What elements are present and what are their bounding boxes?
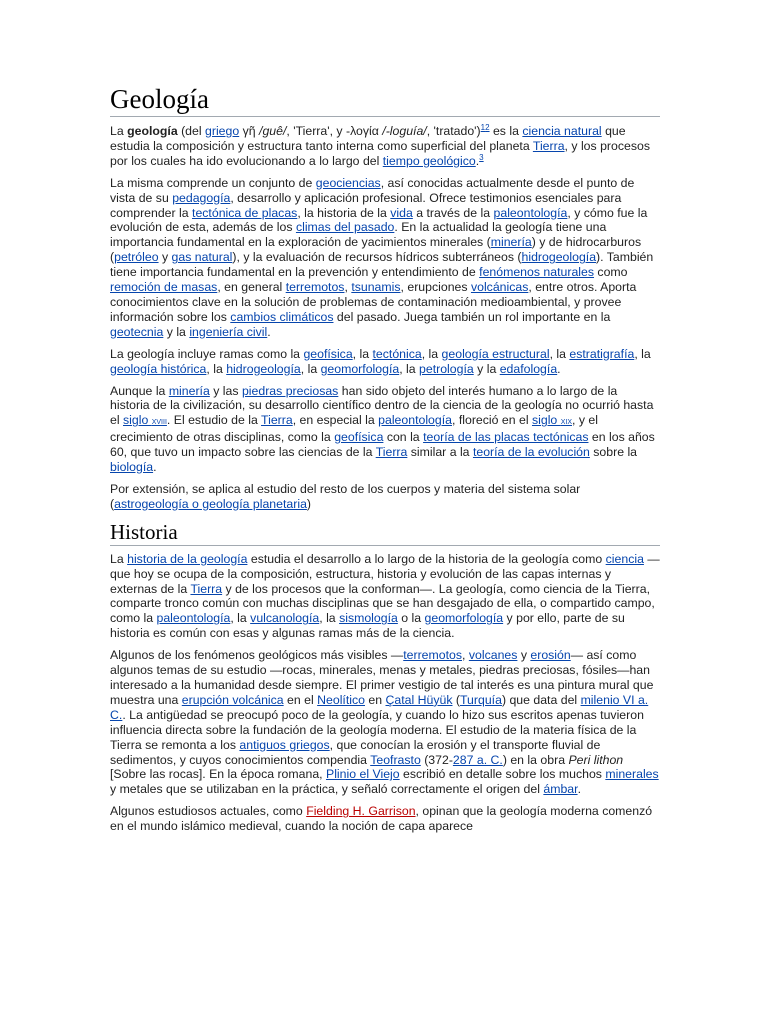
text: , floreció en el	[452, 413, 532, 428]
paragraph-fenomenos	[110, 648, 660, 797]
text: La misma comprende un conjunto de	[110, 175, 316, 190]
text: que estudia la composición y estructura tanto interna como superficial del planeta	[110, 124, 626, 153]
text: , erupciones	[400, 280, 471, 295]
text: ) que data del	[501, 692, 581, 707]
text: ,	[344, 280, 352, 295]
text: , la	[230, 611, 251, 626]
text: similar a la	[407, 445, 473, 460]
link-pedagogia[interactable]: pedagogía	[172, 190, 231, 205]
text: , la historia de la	[297, 205, 391, 220]
link-terremotos[interactable]: terremotos	[285, 280, 345, 295]
text: y de los procesos que la conforman—. La geología, como ciencia de la Tierra, comparte tronco común con muchas disciplinas que se han desgajado de ella, o compartido campo, como la	[110, 581, 655, 626]
link-geotecnia[interactable]: geotecnia	[110, 324, 164, 339]
link-petroleo[interactable]: petróleo	[114, 250, 159, 265]
link-neolitico[interactable]: Neolítico	[317, 692, 365, 707]
link-vida[interactable]: vida	[390, 205, 413, 220]
link-catal-huyuk[interactable]: Çatal Hüyük	[385, 692, 453, 707]
link-tierra[interactable]: Tierra	[190, 581, 223, 596]
text: , la	[300, 361, 321, 376]
link-tectonica-de-placas[interactable]: tectónica de placas	[192, 205, 298, 220]
paragraph-ramas	[110, 347, 660, 377]
link-erosion[interactable]: erosión	[530, 648, 571, 663]
text: o la	[397, 611, 425, 626]
text: en los años 60, que tuvo un impacto sobre las ciencias de la	[110, 430, 655, 460]
link-text: siglo	[531, 413, 561, 428]
link-sismologia[interactable]: sismología	[339, 611, 398, 626]
link-hidrogeologia[interactable]: hidrogeología	[521, 250, 597, 265]
text: —que hoy se ocupa de la composición, estructura, historia y evolución de las capas internas y externas de la	[110, 551, 660, 596]
paragraph-extension	[110, 482, 660, 512]
text: (del	[177, 124, 206, 138]
text: . En la actualidad la geología tiene una importancia fundamental en la exploración de yacimientos minerales (	[110, 220, 607, 250]
text: γῆ	[239, 124, 260, 138]
text: y por ello, parte de su historia es común con esas y algunas ramas más de la ciencia.	[110, 611, 625, 641]
text: )	[306, 496, 312, 511]
text: ), y la evaluación de recursos hídricos subterráneos (	[232, 250, 522, 265]
link-tierra[interactable]: Tierra	[532, 138, 565, 153]
text: (372-	[420, 752, 453, 767]
text: , la	[549, 346, 570, 361]
link-teofrasto[interactable]: Teofrasto	[370, 752, 421, 767]
text: estudia el desarrollo a lo largo de la historia de la geología como	[247, 551, 606, 566]
link-tectonica[interactable]: tectónica	[372, 346, 422, 361]
link-paleontologia[interactable]: paleontología	[156, 611, 231, 626]
text: y	[517, 648, 531, 663]
paragraph-intro	[110, 124, 660, 169]
text: ). También tiene importancia fundamental en la prevención y entendimiento de	[110, 250, 654, 280]
paragraph-mineria	[110, 384, 660, 475]
link-historia-de-la-geologia[interactable]: historia de la geología	[127, 551, 248, 566]
text: , y los procesos por los cuales ha ido evolucionando a lo largo del	[110, 138, 650, 168]
paragraph-estudiosos	[110, 804, 660, 834]
text: Aunque la	[110, 383, 169, 398]
italic-title: Peri lithon	[568, 752, 624, 767]
text: , 'tratado')	[426, 124, 481, 138]
reference-3[interactable]: 3	[479, 152, 484, 162]
link-climas-del-pasado[interactable]: climas del pasado	[295, 220, 395, 235]
text: , y el crecimiento de otras disciplinas, como la	[110, 413, 598, 445]
link-mineria[interactable]: minería	[490, 235, 532, 250]
roman-numeral: xviii	[151, 416, 167, 428]
link-hidrogeologia[interactable]: hidrogeología	[226, 361, 301, 376]
link-teoria-placas-tectonicas[interactable]: teoría de las placas tectónicas	[423, 430, 589, 445]
link-geologia-estructural[interactable]: geología estructural	[441, 346, 550, 361]
section-heading-historia: Historia	[110, 519, 660, 546]
paragraph-historia	[110, 552, 660, 641]
link-gas-natural[interactable]: gas natural	[171, 250, 233, 265]
link-geofisica[interactable]: geofísica	[334, 430, 384, 445]
text: y las	[209, 383, 242, 398]
text: , la	[206, 361, 227, 376]
link-text: siglo	[123, 413, 152, 428]
bold-term: geología	[127, 124, 178, 138]
text: del pasado. Juega también un rol importante en la	[333, 309, 611, 324]
text: , opinan que la geología moderna comenzó en el mundo islámico medieval, cuando la noción de capa aparece	[110, 804, 653, 834]
link-geologia-historica[interactable]: geología histórica	[110, 361, 207, 376]
link-tierra[interactable]: Tierra	[261, 413, 293, 428]
text: . El estudio de la	[166, 413, 262, 428]
text: .	[267, 324, 271, 339]
link-petrologia[interactable]: petrología	[419, 361, 474, 376]
reference-2[interactable]: 2	[485, 122, 490, 132]
text: [Sobre las rocas]. En la época romana,	[110, 767, 326, 782]
link-geomorfologia[interactable]: geomorfología	[424, 611, 504, 626]
link-ciencia-natural[interactable]: ciencia natural	[522, 124, 602, 138]
text: es la	[489, 124, 523, 138]
redlink-fielding-garrison[interactable]: Fielding H. Garrison	[306, 804, 416, 819]
paragraph-geociencias	[110, 176, 660, 340]
text: .	[475, 153, 480, 168]
text: La geología incluye ramas como la	[110, 346, 304, 361]
text: y metales que se utilizaban en la práctica, y señaló correctamente el origen del	[110, 782, 544, 797]
link-piedras-preciosas[interactable]: piedras preciosas	[241, 383, 339, 398]
link-antiguos-griegos[interactable]: antiguos griegos	[239, 737, 330, 752]
link-griego[interactable]: griego	[205, 124, 240, 138]
text: sobre la	[589, 445, 638, 460]
text: Algunos de los fenómenos geológicos más visibles —	[110, 648, 404, 663]
link-milenio-vi-ac[interactable]: milenio VI a. C.	[110, 692, 649, 722]
text: — así como algunos temas de su estudio —rocas, minerales, menas y metales, piedras preciosas, fósiles—han interesado a la humanidad desde siempre. El primer vestigio de tal interés es una pintura mural que muestra una	[110, 648, 654, 707]
link-paleontologia[interactable]: paleontología	[493, 205, 568, 220]
text: a través de la	[412, 205, 494, 220]
text: , desarrollo y aplicación profesional. Ofrece testimonios esenciales para comprender la	[110, 190, 622, 220]
link-plinio-el-viejo[interactable]: Plinio el Viejo	[326, 767, 400, 782]
link-vulcanologia[interactable]: vulcanología	[250, 611, 320, 626]
text: ) en la obra	[502, 752, 569, 767]
text: , 'Tierra', y -λογία	[286, 124, 383, 138]
link-ingenieria-civil[interactable]: ingeniería civil	[189, 324, 268, 339]
link-287-ac[interactable]: 287 a. C.	[452, 752, 503, 767]
text: , la	[634, 346, 651, 361]
link-geomorfologia[interactable]: geomorfología	[320, 361, 400, 376]
text: .	[153, 460, 157, 475]
link-teoria-de-la-evolucion[interactable]: teoría de la evolución	[472, 445, 590, 460]
link-ambar[interactable]: ámbar	[543, 782, 578, 797]
article-body	[110, 82, 660, 841]
link-fenomenos-naturales[interactable]: fenómenos naturales	[479, 265, 595, 280]
text: , la	[399, 361, 420, 376]
text: ,	[462, 648, 469, 663]
text: , en especial la	[292, 413, 379, 428]
link-erupcion-volcanica[interactable]: erupción volcánica	[181, 692, 284, 707]
italic-text: /guê/	[259, 124, 287, 138]
roman-numeral: xix	[560, 416, 572, 428]
text: como	[594, 265, 628, 280]
text: (	[452, 692, 460, 707]
text: , entre otros. Aporta conocimientos clave en la solución de problemas de contaminación medioambiental, y provee información sobre los	[110, 280, 637, 324]
text: y	[158, 250, 172, 265]
text: La	[110, 551, 128, 566]
text: con la	[383, 430, 424, 445]
text: y la	[163, 324, 190, 339]
link-remocion-de-masas[interactable]: remoción de masas	[110, 280, 218, 295]
link-tiempo-geologico[interactable]: tiempo geológico	[382, 153, 476, 168]
text: , en general	[217, 280, 286, 295]
link-volcanicas[interactable]: volcánicas	[470, 280, 529, 295]
page-title: Geología	[110, 82, 660, 117]
reference-1[interactable]: 1	[480, 122, 486, 132]
link-siglo-xix[interactable]	[532, 413, 572, 427]
link-biologia[interactable]: biología	[110, 460, 154, 475]
text: escribió en detalle sobre los muchos	[399, 767, 606, 782]
link-turquia[interactable]: Turquía	[460, 692, 502, 707]
link-mineria[interactable]: minería	[168, 383, 210, 398]
link-siglo-xviii[interactable]	[123, 413, 167, 427]
text: .	[577, 782, 581, 797]
text: , la	[421, 346, 442, 361]
text: en	[364, 692, 386, 707]
link-minerales[interactable]: minerales	[605, 767, 659, 782]
link-estratigrafia[interactable]: estratigrafía	[569, 346, 635, 361]
italic-text: /-loguía/	[382, 124, 427, 138]
link-terremotos[interactable]: terremotos	[403, 648, 463, 663]
text: en el	[283, 692, 318, 707]
text: ) y de hidrocarburos (	[110, 235, 642, 265]
text: y la	[473, 361, 500, 376]
link-astrogeologia[interactable]: astrogeología o geología planetaria	[114, 496, 307, 511]
text: , que conocían la erosión y el transporte fluvial de sedimentos, y cuyos conocimientos compendia	[110, 737, 601, 767]
link-edafologia[interactable]: edafología	[499, 361, 558, 376]
link-paleontologia[interactable]: paleontología	[378, 413, 452, 428]
text: La	[110, 124, 128, 138]
text: , la	[352, 346, 373, 361]
link-tierra[interactable]: Tierra	[375, 445, 408, 460]
text: Algunos estudiosos actuales, como	[110, 804, 307, 819]
text: . La antigüedad se preocupó poco de la geología, y cuando lo hizo sus escritos apenas tuvieron influencia directa sobre la fundación de la geología moderna. El estudio de la materia física de la Tierra se remonta a los	[110, 707, 644, 752]
text: , así conocidas actualmente desde el punto de vista de su	[110, 175, 635, 205]
text: , y cómo fue la evolución de esta, además de los	[110, 205, 648, 235]
link-ciencia[interactable]: ciencia	[605, 551, 644, 566]
text: Por extensión, se aplica al estudio del resto de los cuerpos y materia del sistema solar (	[110, 481, 581, 511]
link-cambios-climaticos[interactable]: cambios climáticos	[230, 309, 334, 324]
text: , la	[319, 611, 340, 626]
link-geociencias[interactable]: geociencias	[315, 175, 381, 190]
link-geofisica[interactable]: geofísica	[303, 346, 353, 361]
link-tsunamis[interactable]: tsunamis	[351, 280, 401, 295]
text: .	[557, 361, 561, 376]
text: han sido objeto del interés humano a lo largo de la historia de la civilización, su desarrollo científico dentro de la ciencia de la geología no ocurrió hasta el	[110, 383, 654, 428]
link-volcanes[interactable]: volcanes	[468, 648, 518, 663]
